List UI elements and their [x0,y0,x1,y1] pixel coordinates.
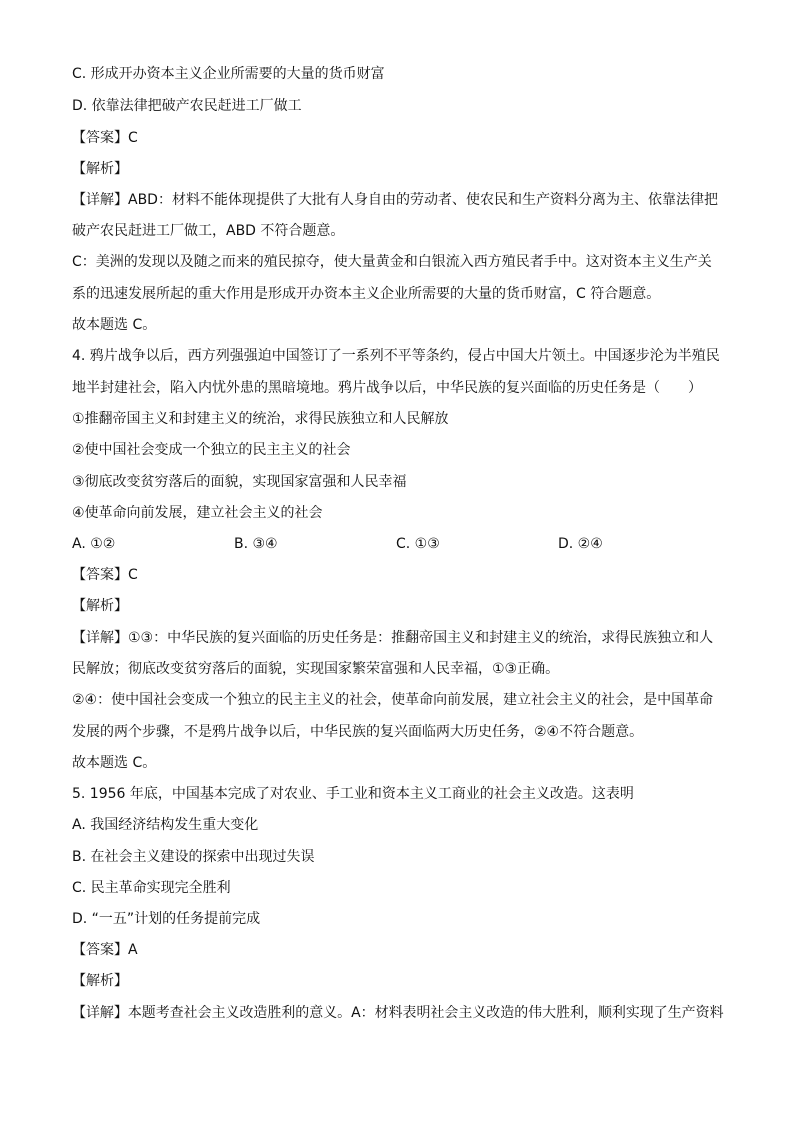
explanation-line: ②④：使中国社会变成一个独立的民主主义的社会，使革命向前发展，建立社会主义的社会，是中国革命 [72,692,714,708]
statement-1: ①推翻帝国主义和封建主义的统治，求得民族独立和人民解放 [72,411,449,427]
analysis-heading-q4: 【解析】 [72,598,128,614]
option-a: A. ①② [72,536,116,552]
explanation-line: 民解放；彻底改变贫穷落后的面貌，实现国家繁荣富强和人民幸福，①③正确。 [72,661,560,677]
option-d-q5: D. “一五”计划的任务提前完成 [72,911,261,927]
question-4-stem: 4. 鸦片战争以后，西方列强强迫中国签订了一系列不平等条约，侵占中国大片领土。中国逐步沦为半殖民 [72,348,720,364]
conclusion-q3: 故本题选 C。 [72,317,157,333]
explanation-line: 【详解】①③：中华民族的复兴面临的历史任务是：推翻帝国主义和封建主义的统治，求得民族独立和人 [72,630,714,646]
analysis-heading-q5: 【解析】 [72,973,128,989]
option-a-q5: A. 我国经济结构发生重大变化 [72,817,259,833]
conclusion-q4: 故本题选 C。 [72,755,157,771]
explanation-line: 【详解】本题考查社会主义改造胜利的意义。A：材料表明社会主义改造的伟大胜利，顺利实现了生产资料 [72,1005,724,1021]
option-b: B. ③④ [234,536,278,552]
statement-2: ②使中国社会变成一个独立的民主主义的社会 [72,442,351,458]
statement-4: ④使革命向前发展，建立社会主义的社会 [72,505,323,521]
explanation-line: 破产农民赶进工厂做工，ABD 不符合题意。 [72,223,345,239]
option-b-q5: B. 在社会主义建设的探索中出现过失误 [72,849,315,865]
option-c: C. ①③ [396,536,440,552]
option-d-q3: D. 依靠法律把破产农民赶进工厂做工 [72,98,302,114]
option-d: D. ②④ [558,536,603,552]
question-4-stem: 地半封建社会，陷入内忧外患的黑暗境地。鸦片战争以后，中华民族的复兴面临的历史任务是（ ） [72,380,702,396]
question-5-stem: 5. 1956 年底，中国基本完成了对农业、手工业和资本主义工商业的社会主义改造。这表明 [72,786,634,802]
option-c-q3: C. 形成开办资本主义企业所需要的大量的货币财富 [72,66,385,82]
answer-q3: 【答案】C [72,130,138,146]
statement-3: ③彻底改变贫穷落后的面貌，实现国家富强和人民幸福 [72,474,407,490]
answer-q4: 【答案】C [72,567,138,583]
explanation-line: C：美洲的发现以及随之而来的殖民掠夺，使大量黄金和白银流入西方殖民者手中。这对资本主义生产关 [72,254,712,270]
analysis-heading-q3: 【解析】 [72,161,128,177]
option-c-q5: C. 民主革命实现完全胜利 [72,880,231,896]
answer-q5: 【答案】A [72,942,138,958]
explanation-line: 发展的两个步骤，不是鸦片战争以后，中华民族的复兴面临两大历史任务，②④不符合题意。 [72,724,644,740]
explanation-line: 【详解】ABD：材料不能体现提供了大批有人身自由的劳动者、使农民和生产资料分离为主、依靠法律把 [72,192,718,208]
explanation-line: 系的迅速发展所起的重大作用是形成开办资本主义企业所需要的大量的货币财富，C 符合题意。 [72,286,661,302]
